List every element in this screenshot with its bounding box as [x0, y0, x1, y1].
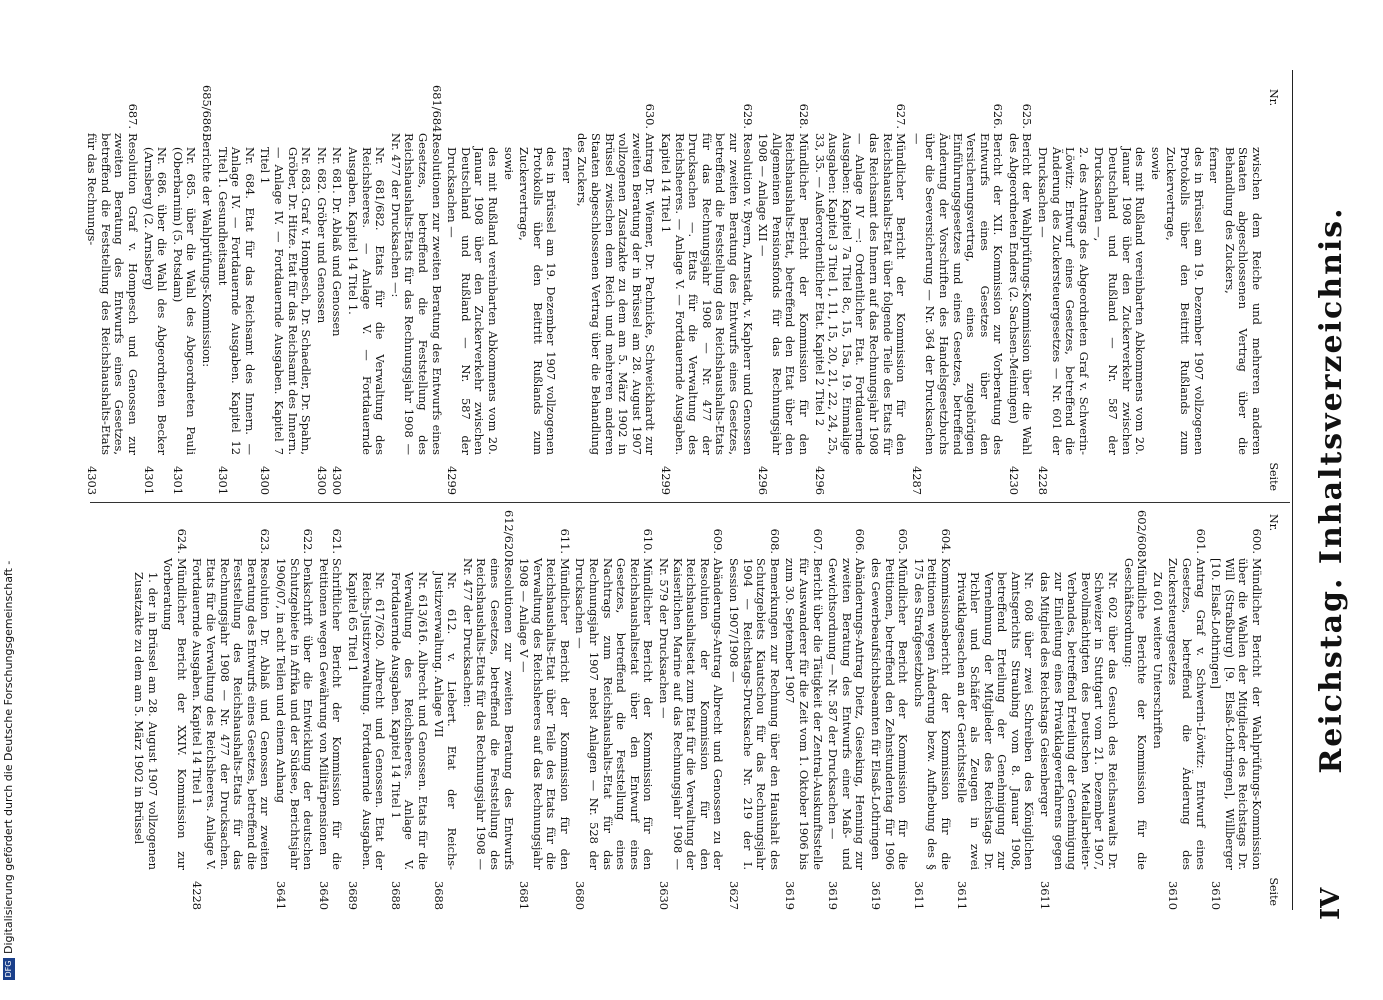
toc-entry	[658, 85, 753, 495]
entry-number: 601.	[1193, 528, 1208, 554]
entry-text: Mündlicher Bericht der XXIV. Kommission zur Vorberatung	[161, 558, 189, 870]
entry-text: ferner	[1207, 147, 1222, 183]
entry-number: 610.	[641, 528, 656, 554]
entry-page: 4228	[1036, 466, 1051, 495]
entry-text: Nr. 685. über die Wahl des Abgeordneten Pauli (Oberbarnim) (5. Potsdam)	[170, 147, 199, 455]
entry-number: 627.	[894, 103, 909, 129]
toc-entry	[756, 85, 810, 495]
column-divider	[90, 502, 1290, 503]
toc-entry	[85, 85, 139, 495]
entry-number: 621.	[330, 528, 345, 554]
toc-entry	[1038, 572, 1120, 910]
entry-text: sowie	[501, 147, 516, 180]
entry-page: 3611	[954, 881, 969, 910]
entry-text: des in Brüssel am 19. Dezember 1907 vollzogenen Protokolls über den Beitritt Rußlands zum Zuckervertrage,	[517, 147, 559, 455]
toc-entry	[1166, 510, 1207, 910]
toc-entry	[273, 510, 314, 910]
footer-strip	[2, 120, 16, 980]
entry-text: 1. der in Brüssel am 28. August 1907 vollzogenen Zusatzakte zu dem am 5. März 1902 in Brüssel	[132, 572, 160, 870]
toc-entry	[826, 510, 867, 910]
entry-page: 3688	[388, 881, 403, 910]
entry-text: Denkschrift über die Entwicklung der deutschen Schutzgebiete in Afrika und der Südsee, Berichtsjahr 1906/07, in acht Teilen und einem Anhang	[274, 558, 316, 870]
entry-page: 3640	[316, 881, 331, 910]
entry-number: 611.	[557, 528, 572, 554]
entry-text: Nr. 608 über zwei Schreiben des Königlichen Amtsgerichts Straubing vom 8. Januar 1908, betreffend Erteilung der Genehmigung zur Vernehmung der Mitglieder des Reichstags Dr. Pichler und Schäfer als Zeugen in zwei Privatklagesachen an der Gerichtsstelle	[954, 572, 1037, 870]
entry-text: Kommissionsbericht der Kommission für die Petitionen wegen Änderung bezw. Aufhebung des § 175 des Strafgesetzbuchs	[911, 558, 953, 870]
toc-entry	[656, 510, 724, 910]
entry-page: 4299	[659, 466, 674, 495]
entry-number: 605.	[896, 528, 911, 554]
toc-entry	[161, 510, 188, 910]
header-rule	[1292, 70, 1293, 910]
entry-number: 623.	[258, 528, 273, 554]
entry-text: Nr. 683. Graf v. Hompesch, Dr. Schaedler, Dr. Spahn, Gröber, Dr. Hitze. Etat für das Reichsamt des Innern. — Anlage IV. — Fortdauernde Ausgaben. Kapitel 7 Titel 1	[258, 147, 314, 455]
left-column-head	[1267, 514, 1280, 906]
entry-text: Abänderungs-Antrag Albrecht und Genossen zu der Resolution der Kommission für den Reichshaushaltsetat zum Etat für die Verwaltung der Kaiserlichen Marine auf das Rechnungsjahr 1908 — Nr. 579 der Drucksachen —	[657, 558, 726, 870]
entry-number: 681/684.	[429, 85, 444, 136]
toc-entry	[575, 85, 657, 495]
entry-page: 4228	[190, 881, 205, 910]
entry-text: zwischen dem Reiche und mehreren anderen Staaten abgeschlossenen Vertrag über die Behandlung des Zuckers,	[1222, 147, 1264, 455]
entry-text: Nr. 682. Gröber und Genossen	[314, 147, 329, 324]
toc-entry	[573, 510, 655, 910]
toc-entry	[1164, 147, 1205, 495]
entry-text: Bericht der Wahlprüfungs-Kommission über die Wahl des Abgeordneten Enders (2. Sachsen-Meiningen)	[1006, 133, 1035, 455]
entry-number: 606.	[853, 528, 868, 554]
right-column	[85, 85, 1280, 495]
entry-page: 3611	[911, 881, 926, 910]
entry-number: 626.	[991, 103, 1006, 129]
toc-entry	[1036, 147, 1090, 495]
entry-page: 4301	[170, 466, 185, 495]
entry-text: Nr. 612. v. Liebert. Etat der Reichs-Justizverwaltung. Anlage VII	[431, 572, 460, 870]
entry-text: Mündlicher Bericht der Kommission für den Reichshaushaltsetat über den Entwurf eines Gesetzes, betreffend die Feststellung eines Nachtrags zum Reichshaushalts-Etat für das Rechnungsjahr 1907 nebst Anlagen — Nr. 528 der Drucksachen —	[573, 558, 656, 870]
entry-page: 3627	[727, 881, 742, 910]
toc-entry	[141, 147, 168, 495]
entry-text: Mündlicher Bericht der Kommission für den Reichshaushalts-Etat über Teile des Etats für die Verwaltung des Reichsheeres auf das Rechnungsjahr 1908 — Anlage V —	[517, 558, 572, 870]
toc-entry	[954, 572, 1036, 910]
entry-text: Nr. 613/616. Albrecht und Genossen. Etats für die Verwaltung des Reichsheeres. Anlage V. Fortdauernde Ausgaben. Kapitel 14 Titel 1	[388, 572, 430, 870]
entry-page: 4287	[909, 466, 924, 495]
entry-text: Nr. 686. über die Wahl des Abgeordneten Becker (Arnsberg) (2. Arnsberg)	[141, 147, 170, 455]
page-number: IV	[1316, 887, 1346, 920]
toc-entry	[501, 147, 515, 495]
entry-text: Nr. 602 über das Gesuch des Reichsanwalts Dr. Schweizer in Stuttgart vom 21. Dezember 1907, Bevollmächtigten des Deutschen Metallarbeiter-Verbandes, betreffend Erteilung der Genehmigung zur Einleitung eines Privatklageverfahrens gegen das Mitglied des Reichstags Geisenberger	[1038, 572, 1121, 870]
col-seite-label: Seite	[1267, 877, 1280, 906]
entry-text: Mündlicher Bericht der Kommission für den Reichshaushalts-Etat, betreffend den Etat über den Allgemeinen Pensionsfonds für das Rechnungsjahr 1908 — Anlage XII —	[756, 133, 811, 455]
entry-page: 4301	[141, 466, 156, 495]
entry-text: des in Brüssel am 19. Dezember 1907 vollzogenen Protokolls über den Beitritt Rußlands zum Zuckervertrage,	[1164, 147, 1206, 455]
toc-entry	[1006, 85, 1033, 495]
entry-page: 4299	[445, 466, 460, 495]
entry-page: 4303	[85, 466, 100, 495]
entry-number: 624.	[174, 528, 189, 554]
entry-text: Nr. 684. Etat für das Reichsamt des Innern. — Anlage IV. — Fortdauernde Ausgaben. Kapitel 12 Titel 1. Gesundheitsamt	[215, 147, 257, 455]
toc-entry	[431, 572, 458, 910]
entry-text: Resolution v. Byern, Arnstadt, v. Kapherr und Genossen zur zweiten Beratung des Entwurfs eines Gesetzes, betreffend die Feststellung des Reichshaushalts-Etats für das Rechnungsjahr 1908 — Nr. 477 der Drucksachen —. Etats für die Verwaltung des Reichsheeres. — Anlage V. — Fortdauernde Ausgaben. Kapitel 14 Titel 1	[659, 133, 755, 455]
toc-entry	[314, 147, 328, 495]
entry-number: 612/620.	[501, 510, 516, 561]
toc-entry	[909, 85, 1004, 495]
toc-entry	[199, 85, 213, 495]
entry-page: 4300	[258, 466, 273, 495]
entry-page: 3619	[826, 881, 841, 910]
toc-entry	[258, 147, 312, 495]
toc-entry	[911, 510, 952, 910]
entry-page: 4301	[215, 466, 230, 495]
col-seite-label: Seite	[1267, 462, 1280, 491]
toc-entry	[388, 85, 442, 495]
entry-text: Mündliche Berichte der Kommission für die Geschäftsordnung:	[1121, 558, 1150, 870]
entry-text: Mündlicher Bericht der Kommission für die Petitionen, betreffend den Zehnstundentag für 1906 des Gewerbeaufsichtsbeamten für Elsaß-Lothringen	[868, 558, 911, 870]
toc-entry	[445, 147, 499, 495]
toc-entry	[726, 510, 780, 910]
entry-page: 3688	[431, 881, 446, 910]
entry-page: 3681	[517, 881, 532, 910]
entry-text: des mit Rußland vereinbarten Abkommens vom 20. Januar 1908 über den Zuckerverkehr zwischen Deutschland und Rußland — Nr. 587 der Drucksachen —	[445, 147, 500, 455]
entry-text: Antrag Dr. Wiemer, Dr. Pachnicke, Schweickhardt zur zweiten Beratung der in Brüssel am 28. August 1907 vollzogenen Zusatzakte zu dem am 5. März 1902 in Brüssel zwischen dem Reich und mehreren anderen Staaten abgeschlossenen Vertrag über die Behandlung des Zuckers,	[575, 133, 658, 455]
toc-entry	[132, 572, 159, 910]
toc-entry	[1150, 572, 1164, 910]
toc-entry	[170, 147, 197, 495]
entry-number: 608.	[767, 528, 782, 554]
entry-number: 630.	[643, 103, 658, 129]
entry-page: 3630	[657, 881, 672, 910]
entry-page: 3641	[274, 881, 289, 910]
toc-entry	[1209, 510, 1263, 910]
toc-entry	[559, 147, 573, 495]
page-title: Reichstag. Inhaltsverzeichnis.	[1314, 206, 1349, 774]
toc-entry	[316, 510, 343, 910]
entry-text: Bemerkungen zur Rechnung über den Haushalt des Schutzgebiets Kiautschou für das Rechnungsjahr 1904 — Reichstags-Drucksache Nr. 219 der I. Session 1907/1908 —	[727, 558, 782, 870]
entry-number: 628.	[797, 103, 811, 129]
entry-text: Resolutionen zur zweiten Beratung des Entwurfs eines Gesetzes, betreffend die Feststellung des Reichshaushalts-Etats für das Rechnungsjahr 1908 — Nr. 477 der Drucksachen —:	[388, 133, 444, 455]
right-column-head	[1267, 89, 1280, 491]
toc-entry	[517, 147, 558, 495]
entry-page: 3610	[1209, 881, 1224, 910]
entry-number: 602/608.	[1135, 510, 1150, 561]
entry-text: Nr. 681/682. Etats für die Verwaltung des Reichsheeres. — Anlage V. — Fortdauernde Ausgaben. Kapitel 14 Titel 1.	[346, 147, 388, 455]
toc-entry	[868, 510, 909, 910]
entry-page: 3610	[1166, 881, 1181, 910]
entry-text: sowie	[1148, 147, 1163, 180]
entry-text: Resolution Dr. Ablaß und Genossen zur zweiten Beratung des Entwurfs eines Gesetzes, betreffend die Feststellung des Reichshaushalts-Etats für das Rechnungsjahr 1908 — Nr. 477 der Drucksachen. Etats für die Verwaltung des Reichsheeres. Anlage V. Fortdauernde Ausgaben. Kapitel 14 Titel 1	[190, 558, 273, 870]
entry-number: 625.	[1020, 103, 1035, 129]
entry-number: 604.	[938, 528, 953, 554]
toc-entry	[1207, 147, 1221, 495]
entry-text: ferner	[559, 147, 574, 183]
toc-entry	[460, 510, 514, 910]
entry-text: Abänderungs-Antrag Dietz, Gieseking, Henning zur zweiten Beratung des Entwurfs einer Maß- und Gewichtsordnung — Nr. 587 der Drucksachen —	[826, 558, 868, 870]
toc-entry	[1222, 147, 1263, 495]
entry-text: des mit Rußland vereinbarten Abkommens vom 20. Januar 1908 über den Zuckerverkehr zwischen Deutschland und Rußland — Nr. 587 der Drucksachen —,	[1092, 147, 1148, 455]
entry-number: 607.	[810, 528, 825, 554]
entry-page: 3619	[783, 881, 798, 910]
entry-text: Mündlicher Bericht der Wahlprüfungs-Kommission über die Wahlen der Mitglieder des Reichstags Dr. Will (Straßburg) [9. Elsaß-Lothringen], Willberger [10. Elsaß-Lothringen]	[1209, 558, 1264, 870]
entry-page: 3619	[868, 881, 883, 910]
entry-text: Antrag Graf v. Schwerin-Löwitz: Entwurf eines Gesetzes, betreffend die Änderung des Zuckersteuergesetzes	[1166, 558, 1208, 870]
entry-page: 3689	[346, 881, 360, 910]
entry-text: Resolution Graf v. Hompesch und Genossen zur zweiten Beratung des Entwurfs eines Gesetzes, betreffend die Feststellung des Reichshaushalts-Etats für das Rechnungs-	[85, 133, 141, 455]
funding-note: Digitalisierung gefördert durch die Deutsche Forschungsgemeinschaft -	[2, 560, 15, 954]
entry-text: Bericht der XII. Kommission zur Vorberatung des Entwurfs eines Gesetzes über den Versicherungsvertrag, eines zugehörigen Einführungsgesetzes und eines Gesetzes, betreffend Änderung der Vorschriften des Handelsgesetzbuchs über die Seeversicherung — Nr. 364 der Drucksachen —	[909, 133, 1006, 455]
toc-entry	[190, 510, 272, 910]
toc-entry	[783, 510, 824, 910]
entry-number: 609.	[711, 528, 726, 554]
toc-entry	[388, 572, 429, 910]
left-column	[90, 510, 1280, 910]
entry-number: 629.	[740, 103, 755, 129]
entry-text: Zu 601 weitere Unterschriften	[1150, 572, 1165, 749]
toc-entry	[1121, 510, 1148, 910]
toc-entry	[215, 147, 256, 495]
entry-text: Nr. 681. Dr. Ablaß und Genossen	[330, 147, 345, 337]
entry-page: 3611	[1038, 881, 1053, 910]
entry-text: Schriftlicher Bericht der Kommission für die Petitionen wegen Gewährung von Militärpensionen	[316, 558, 345, 870]
entry-number: 622.	[301, 528, 316, 554]
toc-entry	[812, 85, 907, 495]
entry-text: Berichte der Wahlprüfungs-Kommission:	[200, 133, 215, 368]
entry-number: 600.	[1250, 528, 1264, 554]
col-nr-label: Nr.	[1267, 89, 1280, 107]
entry-text: Nr. 617/620. Albrecht und Genossen. Etat der Reichs-Justizverwaltung. Fortdauernde Ausgaben. Kapitel 65 Titel 1	[346, 572, 388, 870]
entry-text: Mündlicher Bericht der Kommission für den Reichshaushalts-Etat über folgende Teile des Etats für das Reichsamt des Innern auf das Rechnungsjahr 1908 — Anlage IV —: Ordentlicher Etat. Fortdauernde Ausgaben: Kapitel 7a Titel 8c, 15, 15a, 19. Einmalige Ausgaben: Kapitel 3 Titel 1, 11, 15, 20, 21, 22, 24, 25, 33, 35. — Außerordentlicher Etat. Kapitel 2 Titel 2	[812, 133, 909, 455]
entry-text: Bericht über die Tätigkeit der Zentral-Auskunftsstelle für Auswanderer für die Zeit vom 1. Oktober 1906 bis zum 30. September 1907	[783, 558, 825, 870]
entry-page: 4230	[1006, 466, 1021, 495]
entry-page: 4296	[756, 466, 771, 495]
entry-page: 3680	[573, 881, 588, 910]
page-header	[1310, 60, 1356, 920]
toc-entry	[517, 510, 571, 910]
entry-number: 687.	[126, 103, 141, 129]
toc-entry	[330, 147, 344, 495]
col-nr-label: Nr.	[1267, 514, 1280, 532]
dfg-logo: DFG	[3, 958, 15, 980]
entry-page: 4300	[330, 466, 345, 495]
toc-entry	[345, 147, 386, 495]
entry-number: 685/686.	[200, 85, 215, 136]
toc-entry	[1148, 147, 1162, 495]
toc-entry	[1092, 147, 1146, 495]
entry-text: 2. des Antrags des Abgeordneten Graf v. Schwerin-Löwitz: Entwurf eines Gesetzes, betreffend die Änderung des Zuckersteuergesetzes — Nr. 601 der Drucksachen —	[1036, 147, 1091, 455]
toc-entry	[345, 572, 386, 910]
entry-page: 4296	[812, 466, 827, 495]
entry-text: Resolutionen zur zweiten Beratung des Entwurfs eines Gesetzes, betreffend die Feststellung des Reichshaushalts-Etats für das Rechnungsjahr 1908 — Nr. 477 der Drucksachen:	[460, 558, 516, 870]
entry-page: 4300	[314, 466, 329, 495]
